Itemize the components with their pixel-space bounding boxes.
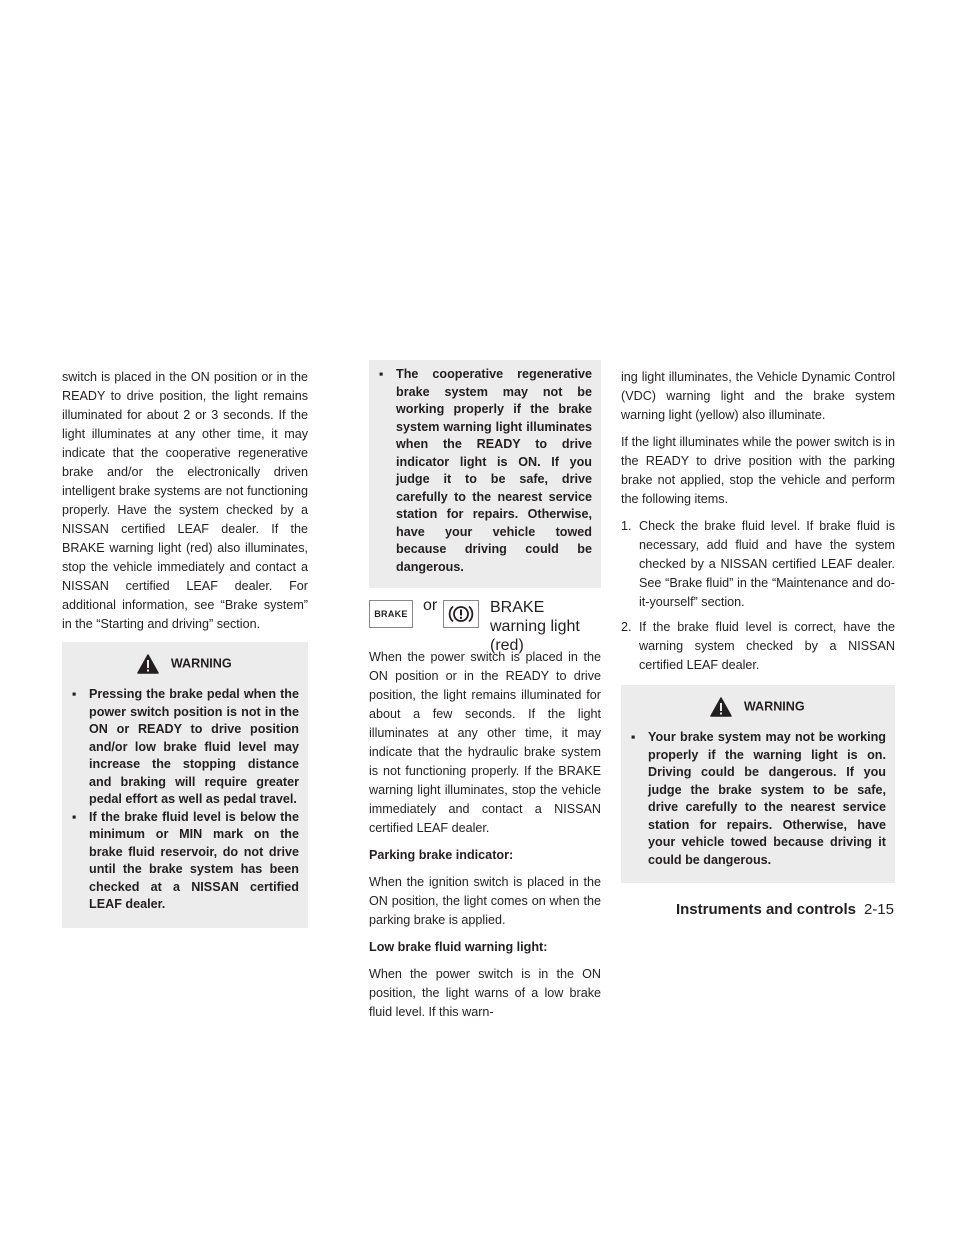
- warning-box-1: [62, 642, 308, 928]
- brake-text-icon: BRAKE: [369, 600, 413, 628]
- parking-brake-heading: Parking brake indicator:: [369, 848, 514, 862]
- column-3: [621, 368, 895, 883]
- step-item: [621, 517, 895, 612]
- continued-paragraph: ing light illuminates, the Vehicle Dynamic Control (VDC) warning light and the brake system warning light (yellow) also illuminate.: [621, 370, 895, 422]
- warning-item: ▪ The cooperative regenerative brake system may not be working properly if the brake system warning light illuminates when the READY to drive indicator light is ON. If you judge it to be safe, drive carefully to the nearest service station for repairs. Otherwise, have your vehicle towed because driving could be dangerous.: [377, 366, 592, 576]
- warning-item: ▪ Pressing the brake pedal when the power switch position is not in the ON or READY to drive position and/or low brake fluid level may increase the stopping distance and braking will require greater pedal effort as well as pedal travel.: [70, 686, 299, 809]
- warning-list: [377, 366, 592, 576]
- intro-paragraph: switch is placed in the ON position or in the READY to drive position, the light remains illuminated for about 2 or 3 seconds. If the light illuminates at any other time, it may indicate that the cooperative regenerative brake and/or the electronically driven intelligent brake systems are not functioning properly. Have the system checked by a NISSAN certified LEAF dealer. If the BRAKE warning light (red) also illuminates, stop the vehicle immediately and contact a NISSAN certified LEAF dealer. For additional information, see “Brake system” in the “Starting and driving” section.: [62, 370, 308, 631]
- warning-icon: [137, 654, 159, 674]
- brake-light-paragraph: When the power switch is placed in the ON position or in the READY to drive position, the light remains illuminated for about a few seconds. If the light illuminates at any other time, it may indicate that the hydraulic brake system is not functioning properly. If the BRAKE warning light illuminates, stop the vehicle immediately and contact a NISSAN certified LEAF dealer.: [369, 650, 601, 835]
- steps-list: [621, 517, 895, 675]
- instructions-paragraph: If the light illuminates while the power switch is in the READY to drive position with the parking brake not applied, stop the vehicle and perform the following items.: [621, 435, 895, 506]
- light-title: BRAKE warning light (red): [490, 599, 580, 654]
- warning-title: WARNING: [170, 656, 232, 671]
- warning-header: [629, 695, 886, 717]
- warning-box-continued: [369, 360, 601, 588]
- brake-circle-icon: [443, 600, 479, 628]
- warning-box-2: [621, 685, 895, 883]
- warning-icon: [710, 697, 732, 717]
- warning-list: [629, 729, 886, 869]
- step-text: If the brake fluid level is correct, have the warning system checked by a NISSAN certified LEAF dealer.: [639, 620, 895, 672]
- low-fluid-heading: Low brake fluid warning light:: [369, 940, 548, 954]
- warning-item: ▪ Your brake system may not be working properly if the warning light is on. Driving could be dangerous. If you judge the brake system to be safe, drive carefully to the nearest service station for repairs. Otherwise, have your vehicle towed because driving it could be dangerous.: [629, 729, 886, 869]
- brake-warning-light-heading: [369, 596, 601, 654]
- or-text: or: [423, 597, 438, 614]
- low-fluid-paragraph: When the power switch is in the ON position, the light warns of a low brake fluid level. If this warn-: [369, 967, 601, 1019]
- step-number: 2.: [621, 620, 632, 634]
- section-title: Instruments and controls: [675, 901, 856, 918]
- column-1: [62, 368, 308, 928]
- page-footer: [676, 901, 894, 918]
- column-2: [369, 368, 601, 1030]
- warning-list: [70, 686, 299, 914]
- page-number: 2-15: [863, 901, 894, 918]
- warning-title: WARNING: [743, 699, 805, 714]
- step-number: 1.: [621, 519, 632, 533]
- step-text: Check the brake fluid level. If brake fluid is necessary, add fluid and have the system checked by a NISSAN certified LEAF dealer. See “Brake fluid” in the “Maintenance and do-it-yourself” section.: [639, 519, 895, 609]
- warning-header: [70, 652, 299, 674]
- parking-brake-paragraph: When the ignition switch is placed in the ON position, the light comes on when the parking brake is applied.: [369, 875, 601, 927]
- warning-item: ▪ If the brake fluid level is below the minimum or MIN mark on the brake fluid reservoir, do not drive until the brake system has been checked at a NISSAN certified LEAF dealer.: [70, 809, 299, 914]
- step-item: [621, 618, 895, 675]
